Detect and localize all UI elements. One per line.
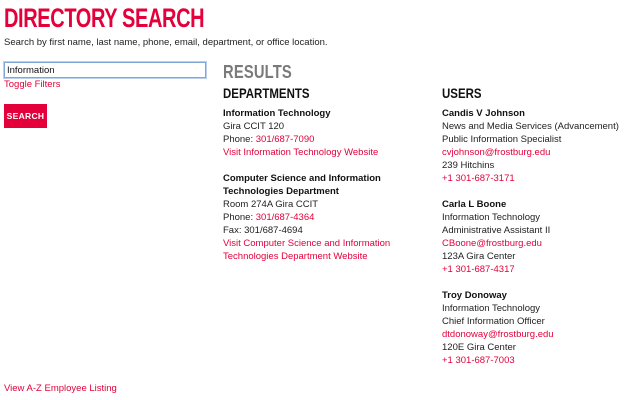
user-email-link[interactable]: CBoone@frostburg.edu (442, 238, 542, 249)
search-button[interactable]: SEARCH (4, 104, 47, 128)
user-office: 123A Gira Center (442, 251, 516, 262)
user-title: Public Information Specialist (442, 134, 562, 145)
user-phone-link[interactable]: +1 301-687-4317 (442, 264, 515, 275)
department-phone-link[interactable]: 301/687-4364 (255, 212, 315, 223)
user-department: News and Media Services (Advancement) (442, 121, 619, 132)
departments-heading: DEPARTMENTS (223, 85, 310, 101)
user-office: 120E Gira Center (442, 342, 516, 353)
department-phone-row (223, 133, 433, 146)
department-name: Computer Science and Information Technologies Department (223, 173, 381, 197)
department-website-link[interactable]: Visit Information Technology Website (223, 147, 379, 158)
department-location: Gira CCIT 120 (223, 121, 285, 132)
page-title: DIRECTORY SEARCH (4, 3, 205, 33)
department-phone-row (223, 211, 433, 224)
user-title: Chief Information Officer (442, 316, 545, 327)
user-name: Candis V Johnson (442, 108, 525, 119)
user-name: Carla L Boone (442, 199, 507, 210)
department-location: Room 274A Gira CCIT (223, 199, 319, 210)
results-heading: RESULTS (223, 62, 292, 82)
user-department: Information Technology (442, 303, 541, 314)
user-email-link[interactable]: dtdonoway@frostburg.edu (442, 329, 554, 340)
user-phone-link[interactable]: +1 301-687-7003 (442, 355, 515, 366)
department-phone-link[interactable]: 301/687-7090 (255, 134, 315, 145)
user-entry (442, 107, 627, 185)
search-instructions: Search by first name, last name, phone, email, department, or office location. (4, 37, 328, 48)
department-fax: Fax: 301/687-4694 (223, 225, 303, 236)
users-list (442, 107, 627, 380)
department-entry (223, 107, 433, 159)
user-name: Troy Donoway (442, 290, 507, 301)
department-website-link[interactable]: Visit Computer Science and Information Technologies Department Website (223, 238, 391, 262)
users-heading: USERS (442, 85, 482, 101)
department-name: Information Technology (223, 108, 331, 119)
user-title: Administrative Assistant II (442, 225, 551, 236)
phone-label: Phone: (223, 212, 256, 223)
user-email-link[interactable]: cvjohnson@frostburg.edu (442, 147, 551, 158)
toggle-filters-link[interactable]: Toggle Filters (4, 79, 61, 90)
user-phone-link[interactable]: +1 301-687-3171 (442, 173, 515, 184)
user-entry (442, 198, 627, 276)
user-entry (442, 289, 627, 367)
departments-list (223, 107, 433, 276)
az-employee-listing-link[interactable]: View A-Z Employee Listing (4, 383, 117, 394)
department-entry (223, 172, 433, 263)
user-department: Information Technology (442, 212, 541, 223)
phone-label: Phone: (223, 134, 256, 145)
search-input[interactable] (4, 62, 206, 78)
user-office: 239 Hitchins (442, 160, 495, 171)
